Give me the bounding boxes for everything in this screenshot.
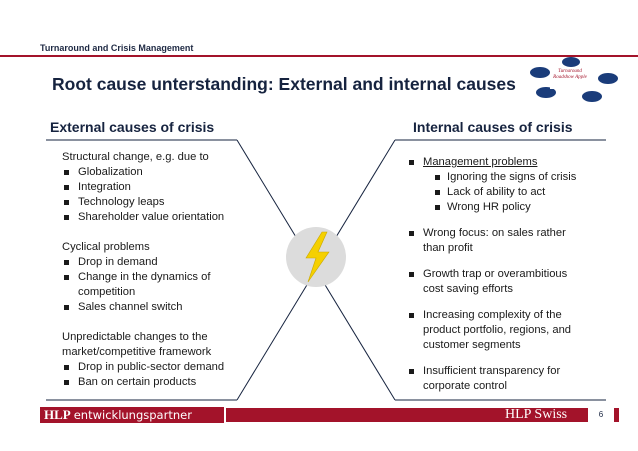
- list-item: Change in the dynamics of competition: [62, 270, 228, 300]
- sub-list-item: Lack of ability to act: [433, 185, 607, 200]
- group-title: Unpredictable changes to the market/competitive framework: [62, 331, 212, 358]
- list-item: Drop in demand: [62, 255, 312, 270]
- page-number: 6: [588, 408, 614, 422]
- footer-brand-hlp: HLP: [44, 407, 71, 422]
- footer-brand-logo: [40, 407, 224, 423]
- logo-hub-text: Turnaround Roadshow Apple: [550, 69, 590, 89]
- footer-brand-right: HLP Swiss: [505, 407, 568, 422]
- list-item: Technology leaps: [62, 195, 312, 210]
- section-label: Turnaround and Crisis Management: [40, 43, 194, 53]
- page-title: Root cause unterstanding: External and internal causes: [52, 74, 516, 94]
- list-item: Growth trap or overambitious cost saving efforts: [407, 267, 572, 297]
- external-causes-list: [62, 150, 312, 390]
- list-item: Insufficient transparency for corporate control: [407, 364, 582, 394]
- list-item: Wrong focus: on sales rather than profit: [407, 226, 582, 256]
- sub-list-item: Ignoring the signs of crisis: [433, 170, 607, 185]
- list-item: Shareholder value orientation: [62, 210, 312, 225]
- list-item: Drop in public-sector demand: [62, 360, 312, 375]
- list-item: Globalization: [62, 165, 312, 180]
- footer-brand-name: entwicklungspartner: [73, 408, 192, 422]
- list-item: Increasing complexity of the product portfolio, regions, and customer segments: [407, 308, 592, 353]
- internal-heading: Internal causes of crisis: [413, 119, 573, 135]
- group-title: Cyclical problems: [62, 241, 150, 253]
- internal-causes-list: [407, 155, 607, 394]
- external-heading: External causes of crisis: [50, 119, 215, 135]
- list-item: Management problems Ignoring the signs of crisis Lack of ability to act Wrong HR policy: [407, 155, 607, 215]
- list-item: Sales channel switch: [62, 300, 312, 315]
- group-title: Structural change, e.g. due to: [62, 151, 209, 163]
- list-item: Ban on certain products: [62, 375, 312, 390]
- list-item: Integration: [62, 180, 312, 195]
- sub-list-item: Wrong HR policy: [433, 200, 607, 215]
